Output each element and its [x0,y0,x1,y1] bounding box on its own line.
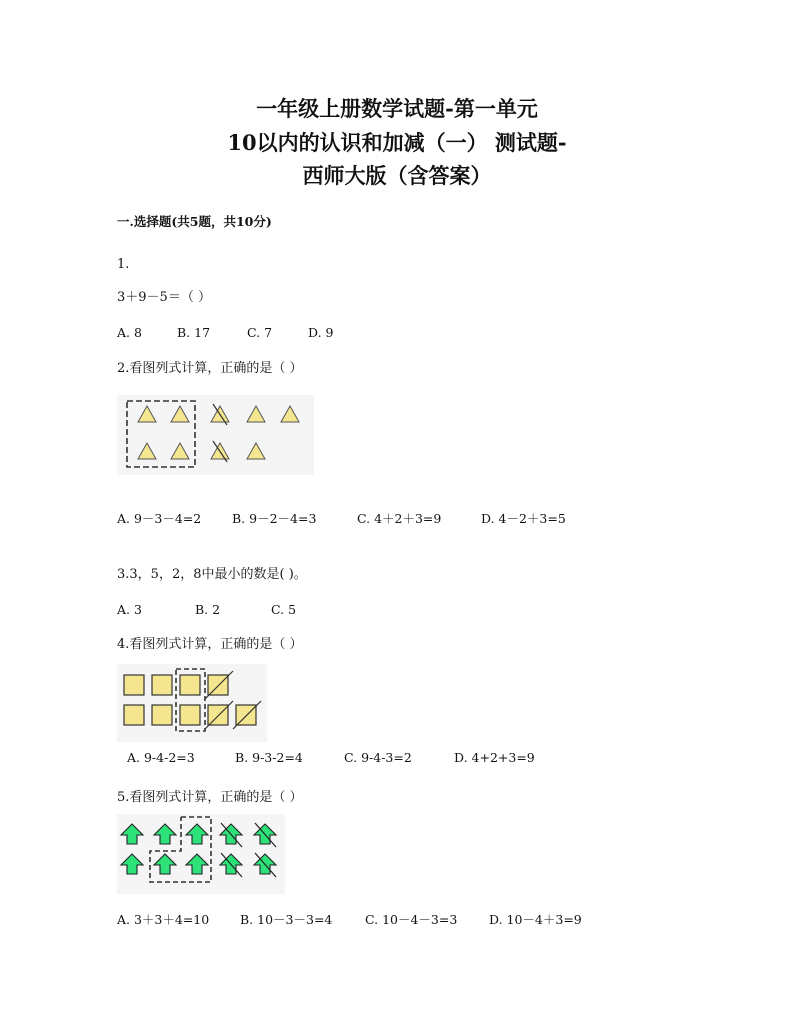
triangle-icon [247,406,265,422]
question-4-option-a: A. 9-4-2=3 [127,750,195,765]
square-icon [180,705,200,725]
arrow-icon [154,824,176,844]
question-4-figure [117,664,267,742]
title-line-2: 10以内的认识和加减（一） 测试题- [227,130,567,155]
question-5-option-b: B. 10－3－3=4 [240,912,333,927]
question-3-option-a: A. 3 [117,602,142,617]
question-3-option-c: C. 5 [271,602,297,617]
question-1-option-a: A. 8 [117,325,142,340]
arrow-icon [186,854,208,874]
question-3-option-b: B. 2 [195,602,221,617]
triangle-icon [171,406,189,422]
question-5-figure [117,814,285,894]
question-1-option-c: C. 7 [247,325,273,340]
title-line-1: 一年级上册数学试题-第一单元 [256,96,538,121]
crossed-square-icon [208,675,228,695]
triangle-icon [281,406,299,422]
square-icon [124,705,144,725]
question-5-option-d: D. 10－4＋3=9 [489,912,582,927]
arrow-icon [121,824,143,844]
square-icon [152,675,172,695]
question-4-option-b: B. 9-3-2=4 [235,750,303,765]
question-1-number: 1. [117,257,130,272]
square-icon [124,675,144,695]
section-heading: 一.选择题(共5题，共10分) [117,214,272,229]
question-2-option-a: A. 9－3－4=2 [117,511,202,526]
square-icon [180,675,200,695]
question-5-option-a: A. 3＋3＋4=10 [117,912,210,927]
arrow-icon [121,854,143,874]
question-4-stem: 4.看图列式计算，正确的是（ ） [117,637,303,652]
question-1-option-b: B. 17 [177,325,211,340]
crossed-square-icon [236,705,256,725]
question-1-stem: 3＋9－5＝（ ） [117,290,211,305]
arrow-icon [186,824,208,844]
question-2-option-d: D. 4－2＋3=5 [481,511,566,526]
question-3-stem: 3.3，5，2，8中最小的数是( )。 [117,567,307,582]
question-1-option-d: D. 9 [308,325,334,340]
triangle-icon [138,443,156,459]
question-5-option-c: C. 10－4－3=3 [365,912,458,927]
triangle-icon [247,443,265,459]
triangle-icon [171,443,189,459]
title-line-3: 西师大版（含答案） [302,163,492,188]
crossed-square-icon [208,705,228,725]
question-2-option-b: B. 9－2－4=3 [232,511,317,526]
triangle-icon [138,406,156,422]
question-5-stem: 5.看图列式计算，正确的是（ ） [117,790,303,805]
square-icon [152,705,172,725]
question-4-option-d: D. 4+2+3=9 [454,750,535,765]
arrow-icon [154,854,176,874]
question-2-option-c: C. 4＋2＋3=9 [357,511,442,526]
question-2-stem: 2.看图列式计算，正确的是（ ） [117,361,303,376]
question-2-figure [117,395,314,475]
question-4-option-c: C. 9-4-3=2 [344,750,412,765]
